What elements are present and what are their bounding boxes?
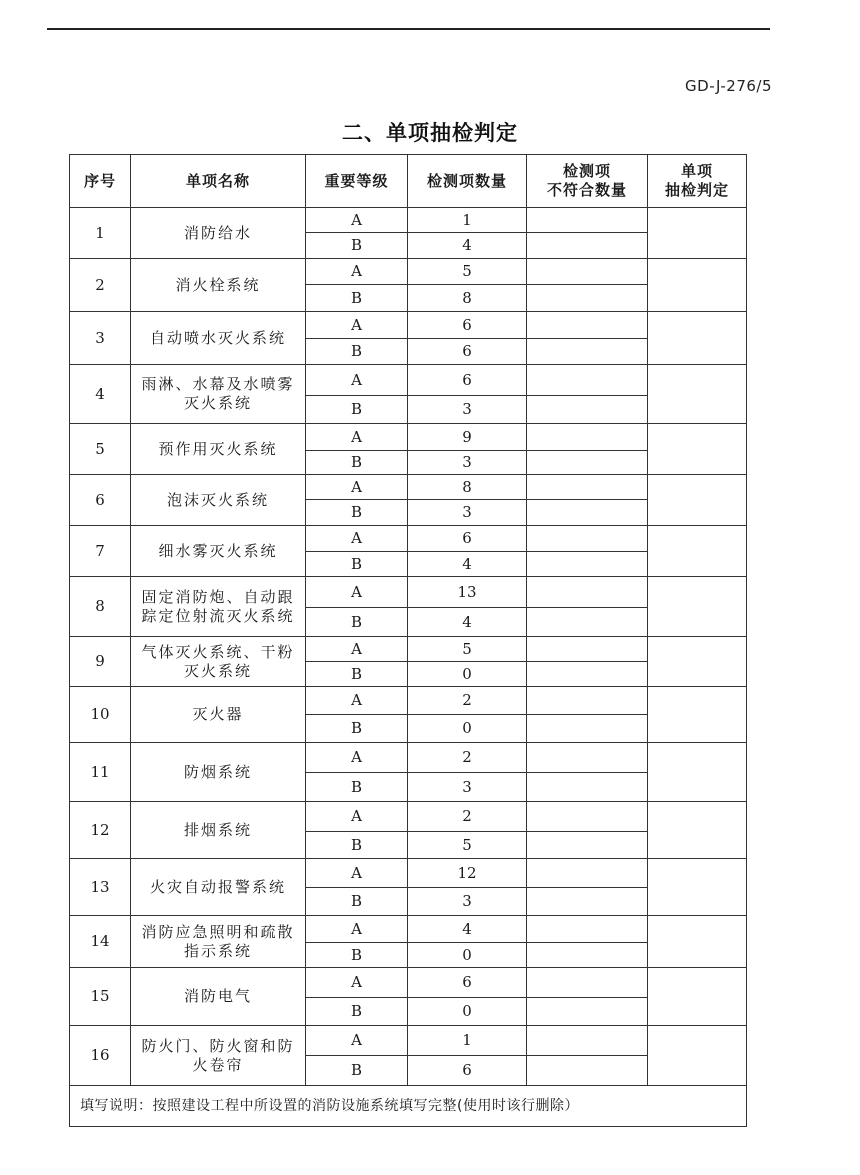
grade-a: A	[306, 312, 408, 339]
item-name: 雨淋、水幕及水喷雾灭火系统	[131, 365, 306, 424]
nonconform-b-cell[interactable]	[527, 888, 648, 916]
inspection-table	[69, 154, 747, 1127]
nonconform-b-cell[interactable]	[527, 552, 648, 577]
nonconform-b-cell[interactable]	[527, 233, 648, 259]
grade-a: A	[306, 475, 408, 500]
grade-a: A	[306, 916, 408, 943]
nonconform-a-cell[interactable]	[527, 916, 648, 943]
nonconform-b-cell[interactable]	[527, 715, 648, 743]
verdict-cell[interactable]	[648, 916, 747, 968]
count-b: 8	[408, 285, 527, 312]
count-a: 5	[408, 637, 527, 662]
count-a: 12	[408, 859, 527, 888]
item-name: 消防电气	[131, 968, 306, 1026]
table-row	[70, 365, 747, 396]
verdict-cell[interactable]	[648, 365, 747, 424]
header-verdict-line1: 单项	[680, 162, 713, 180]
grade-a: A	[306, 968, 408, 998]
header-nonconform	[527, 155, 648, 208]
header-index: 序号	[70, 155, 131, 208]
table-row	[70, 687, 747, 715]
row-index: 10	[70, 687, 131, 743]
row-index: 3	[70, 312, 131, 365]
grade-a: A	[306, 859, 408, 888]
item-name: 固定消防炮、自动跟踪定位射流灭火系统	[131, 577, 306, 637]
count-a: 5	[408, 259, 527, 285]
nonconform-b-cell[interactable]	[527, 662, 648, 687]
table-row	[70, 802, 747, 832]
grade-b: B	[306, 998, 408, 1026]
count-b: 3	[408, 500, 527, 526]
row-index: 14	[70, 916, 131, 968]
count-b: 0	[408, 943, 527, 968]
verdict-cell[interactable]	[648, 259, 747, 312]
grade-b: B	[306, 500, 408, 526]
grade-b: B	[306, 832, 408, 859]
nonconform-b-cell[interactable]	[527, 396, 648, 424]
count-a: 6	[408, 365, 527, 396]
header-nonconform-line2: 不符合数量	[546, 181, 627, 199]
row-index: 7	[70, 526, 131, 577]
count-b: 0	[408, 715, 527, 743]
verdict-cell[interactable]	[648, 968, 747, 1026]
page-title: 二、单项抽检判定	[342, 121, 518, 145]
grade-b: B	[306, 451, 408, 475]
item-name: 消防应急照明和疏散指示系统	[131, 916, 306, 968]
table-row	[70, 743, 747, 773]
verdict-cell[interactable]	[648, 475, 747, 526]
nonconform-b-cell[interactable]	[527, 998, 648, 1026]
grade-a: A	[306, 637, 408, 662]
row-index: 13	[70, 859, 131, 916]
nonconform-a-cell[interactable]	[527, 259, 648, 285]
nonconform-b-cell[interactable]	[527, 339, 648, 365]
table-row	[70, 916, 747, 943]
grade-a: A	[306, 208, 408, 233]
grade-b: B	[306, 285, 408, 312]
grade-b: B	[306, 1056, 408, 1086]
grade-a: A	[306, 687, 408, 715]
header-verdict-line2: 抽检判定	[664, 181, 729, 199]
table-row	[70, 259, 747, 285]
header-name: 单项名称	[131, 155, 306, 208]
count-a: 6	[408, 526, 527, 552]
count-b: 0	[408, 998, 527, 1026]
nonconform-a-cell[interactable]	[527, 802, 648, 832]
row-index: 1	[70, 208, 131, 259]
document-code: GD-J-276/5	[685, 77, 772, 95]
table-row	[70, 424, 747, 451]
nonconform-b-cell[interactable]	[527, 608, 648, 637]
item-name: 泡沫灭火系统	[131, 475, 306, 526]
nonconform-b-cell[interactable]	[527, 1056, 648, 1086]
nonconform-a-cell[interactable]	[527, 1026, 648, 1056]
nonconform-b-cell[interactable]	[527, 943, 648, 968]
grade-b: B	[306, 943, 408, 968]
nonconform-a-cell[interactable]	[527, 859, 648, 888]
count-b: 0	[408, 662, 527, 687]
item-name: 火灾自动报警系统	[131, 859, 306, 916]
grade-a: A	[306, 577, 408, 608]
table-row	[70, 208, 747, 233]
count-b: 3	[408, 773, 527, 802]
count-b: 3	[408, 451, 527, 475]
table-row	[70, 859, 747, 888]
count-b: 6	[408, 1056, 527, 1086]
nonconform-a-cell[interactable]	[527, 424, 648, 451]
item-name: 消火栓系统	[131, 259, 306, 312]
grade-a: A	[306, 259, 408, 285]
count-a: 2	[408, 802, 527, 832]
verdict-cell[interactable]	[648, 1026, 747, 1086]
item-name: 气体灭火系统、干粉灭火系统	[131, 637, 306, 687]
item-name: 防烟系统	[131, 743, 306, 802]
item-name: 细水雾灭火系统	[131, 526, 306, 577]
count-b: 3	[408, 888, 527, 916]
row-index: 15	[70, 968, 131, 1026]
nonconform-a-cell[interactable]	[527, 743, 648, 773]
count-b: 4	[408, 608, 527, 637]
nonconform-a-cell[interactable]	[527, 365, 648, 396]
verdict-cell[interactable]	[648, 859, 747, 916]
row-index: 8	[70, 577, 131, 637]
verdict-cell[interactable]	[648, 687, 747, 743]
row-index: 12	[70, 802, 131, 859]
top-rule	[47, 28, 770, 30]
grade-a: A	[306, 424, 408, 451]
table-row	[70, 526, 747, 552]
grade-b: B	[306, 662, 408, 687]
count-b: 6	[408, 339, 527, 365]
row-index: 5	[70, 424, 131, 475]
nonconform-b-cell[interactable]	[527, 832, 648, 859]
grade-b: B	[306, 715, 408, 743]
nonconform-a-cell[interactable]	[527, 637, 648, 662]
grade-b: B	[306, 888, 408, 916]
nonconform-a-cell[interactable]	[527, 475, 648, 500]
table-row	[70, 475, 747, 500]
verdict-cell[interactable]	[648, 743, 747, 802]
item-name: 消防给水	[131, 208, 306, 259]
grade-b: B	[306, 773, 408, 802]
grade-a: A	[306, 365, 408, 396]
table-row	[70, 577, 747, 608]
nonconform-b-cell[interactable]	[527, 285, 648, 312]
nonconform-b-cell[interactable]	[527, 500, 648, 526]
row-index: 16	[70, 1026, 131, 1086]
nonconform-b-cell[interactable]	[527, 451, 648, 475]
table-row	[70, 637, 747, 662]
item-name: 防火门、防火窗和防火卷帘	[131, 1026, 306, 1086]
count-a: 13	[408, 577, 527, 608]
grade-b: B	[306, 339, 408, 365]
grade-b: B	[306, 552, 408, 577]
grade-b: B	[306, 233, 408, 259]
nonconform-b-cell[interactable]	[527, 773, 648, 802]
count-a: 8	[408, 475, 527, 500]
verdict-cell[interactable]	[648, 802, 747, 859]
grade-a: A	[306, 1026, 408, 1056]
count-a: 9	[408, 424, 527, 451]
header-row	[70, 155, 747, 208]
nonconform-a-cell[interactable]	[527, 687, 648, 715]
table-body	[70, 208, 747, 1086]
nonconform-a-cell[interactable]	[527, 577, 648, 608]
count-b: 4	[408, 233, 527, 259]
fill-instructions: 填写说明：按照建设工程中所设置的消防设施系统填写完整(使用时该行删除）	[70, 1086, 747, 1127]
header-verdict	[648, 155, 747, 208]
grade-b: B	[306, 396, 408, 424]
row-index: 6	[70, 475, 131, 526]
header-grade: 重要等级	[306, 155, 408, 208]
header-count: 检测项数量	[408, 155, 527, 208]
count-a: 2	[408, 743, 527, 773]
header-nonconform-line1: 检测项	[562, 162, 611, 180]
row-index: 9	[70, 637, 131, 687]
count-b: 4	[408, 552, 527, 577]
verdict-cell[interactable]	[648, 577, 747, 637]
item-name: 灭火器	[131, 687, 306, 743]
item-name: 排烟系统	[131, 802, 306, 859]
grade-a: A	[306, 526, 408, 552]
count-b: 5	[408, 832, 527, 859]
table-row	[70, 312, 747, 339]
row-index: 4	[70, 365, 131, 424]
item-name: 预作用灭火系统	[131, 424, 306, 475]
verdict-cell[interactable]	[648, 637, 747, 687]
verdict-cell[interactable]	[648, 208, 747, 259]
count-a: 1	[408, 1026, 527, 1056]
item-name: 自动喷水灭火系统	[131, 312, 306, 365]
count-b: 3	[408, 396, 527, 424]
row-index: 2	[70, 259, 131, 312]
row-index: 11	[70, 743, 131, 802]
count-a: 4	[408, 916, 527, 943]
count-a: 2	[408, 687, 527, 715]
count-a: 1	[408, 208, 527, 233]
verdict-cell[interactable]	[648, 526, 747, 577]
grade-b: B	[306, 608, 408, 637]
nonconform-a-cell[interactable]	[527, 526, 648, 552]
grade-a: A	[306, 802, 408, 832]
table-row	[70, 968, 747, 998]
nonconform-a-cell[interactable]	[527, 208, 648, 233]
nonconform-a-cell[interactable]	[527, 968, 648, 998]
nonconform-a-cell[interactable]	[527, 312, 648, 339]
note-row	[70, 1086, 747, 1127]
table-row	[70, 1026, 747, 1056]
verdict-cell[interactable]	[648, 312, 747, 365]
verdict-cell[interactable]	[648, 424, 747, 475]
count-a: 6	[408, 312, 527, 339]
count-a: 6	[408, 968, 527, 998]
grade-a: A	[306, 743, 408, 773]
